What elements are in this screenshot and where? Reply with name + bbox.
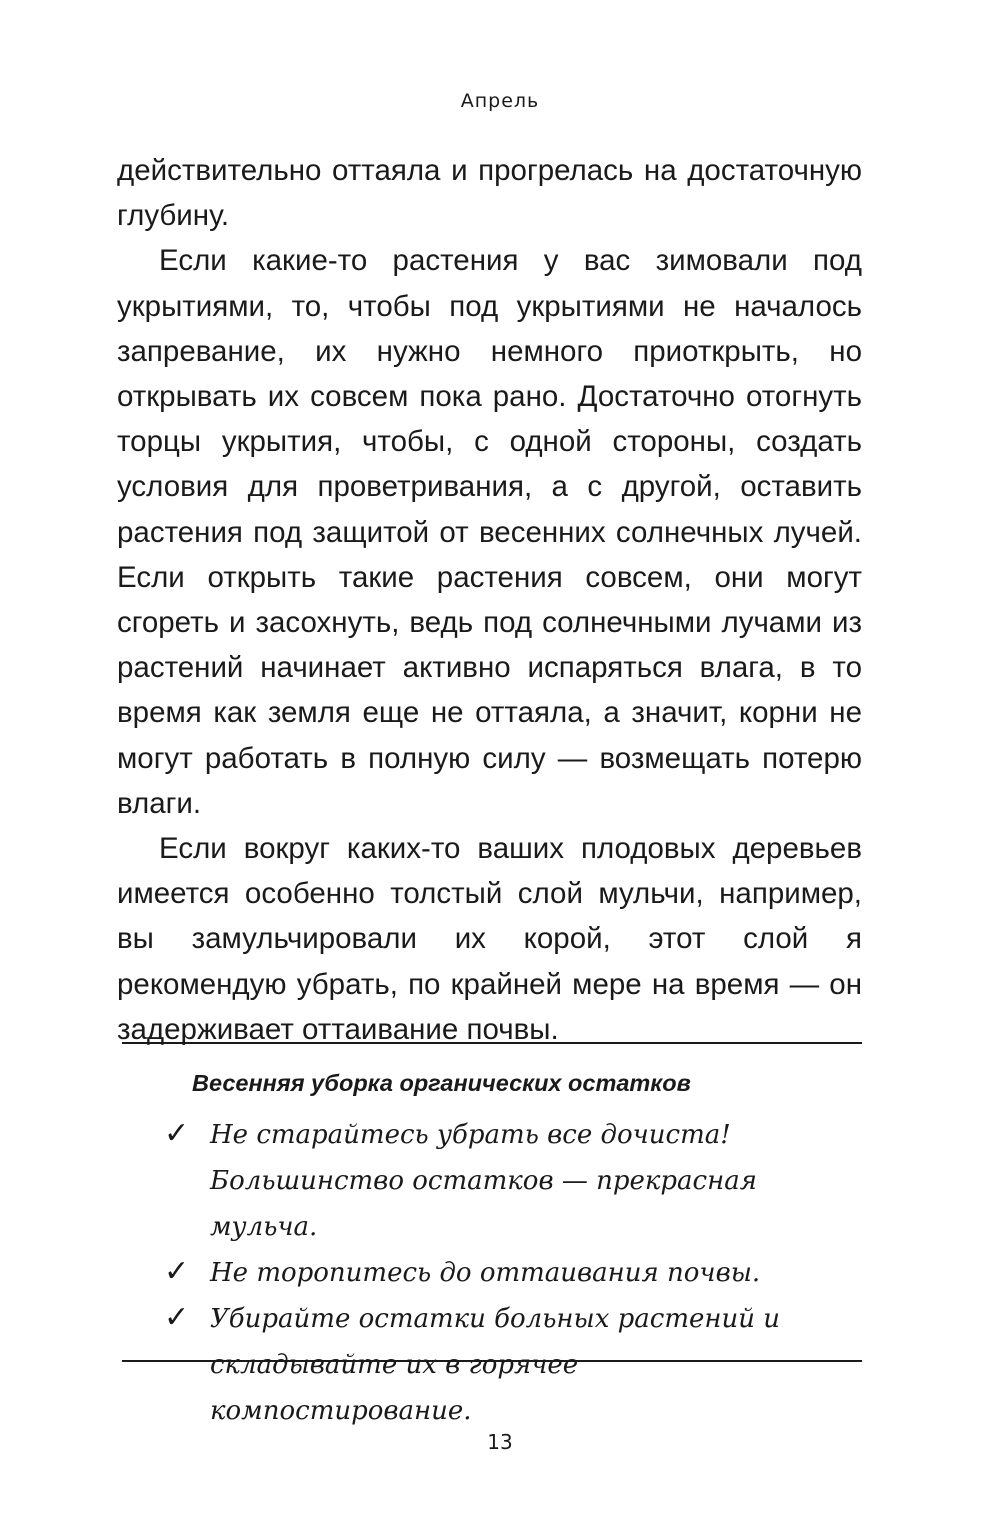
checkmark-icon: ✓ bbox=[164, 1116, 190, 1151]
sidebar-title: Весенняя уборка органических остатков bbox=[192, 1070, 691, 1096]
tip-text: Убирайте остатки больных растений и складывайте их в горячее компостирование. bbox=[210, 1304, 780, 1426]
tip-text: Не торопитесь до оттаивания почвы. bbox=[210, 1258, 761, 1288]
list-item bbox=[164, 1296, 795, 1434]
tips-list bbox=[164, 1112, 844, 1434]
list-item bbox=[164, 1250, 795, 1296]
checkmark-icon: ✓ bbox=[164, 1254, 190, 1289]
tip-text: Не старайтесь убрать все дочиста! Большинство остатков — прекрасная мульча. bbox=[210, 1120, 757, 1242]
paragraph: Если какие-то растения у вас зимовали под укрытиями, то, чтобы под укрытиями не началось запревание, их нужно немного приоткрыть, но открывать их совсем пока рано. Достаточно отогнуть торцы укрытия, чтобы, с одной стороны, создать условия для проветривания, а с другой, оставить растения под защитой от весенних солнечных лучей. Если открыть такие растения совсем, они могут сгореть и засохнуть, ведь под солнечными лучами из растений начинает активно испаряться влага, в то время как земля еще не оттаяла, а значит, корни не могут работать в полную силу — возмещать потерю влаги. bbox=[117, 244, 862, 820]
body-text bbox=[117, 148, 862, 1052]
paragraph: Если вокруг каких-то ваших плодовых деревьев имеется особенно толстый слой мульчи, например, вы замульчировали их корой, этот слой я рекомендую убрать, по крайней мере на время — он задерживает оттаивание почвы. bbox=[117, 832, 862, 1046]
checkmark-icon: ✓ bbox=[164, 1300, 190, 1335]
list-item bbox=[164, 1112, 795, 1250]
tips-sidebar bbox=[122, 1042, 862, 1426]
page-number: 13 bbox=[487, 1430, 513, 1454]
running-header: Апрель bbox=[460, 90, 540, 112]
paragraph: действительно оттаяла и прогрелась на достаточную глубину. bbox=[117, 154, 862, 233]
